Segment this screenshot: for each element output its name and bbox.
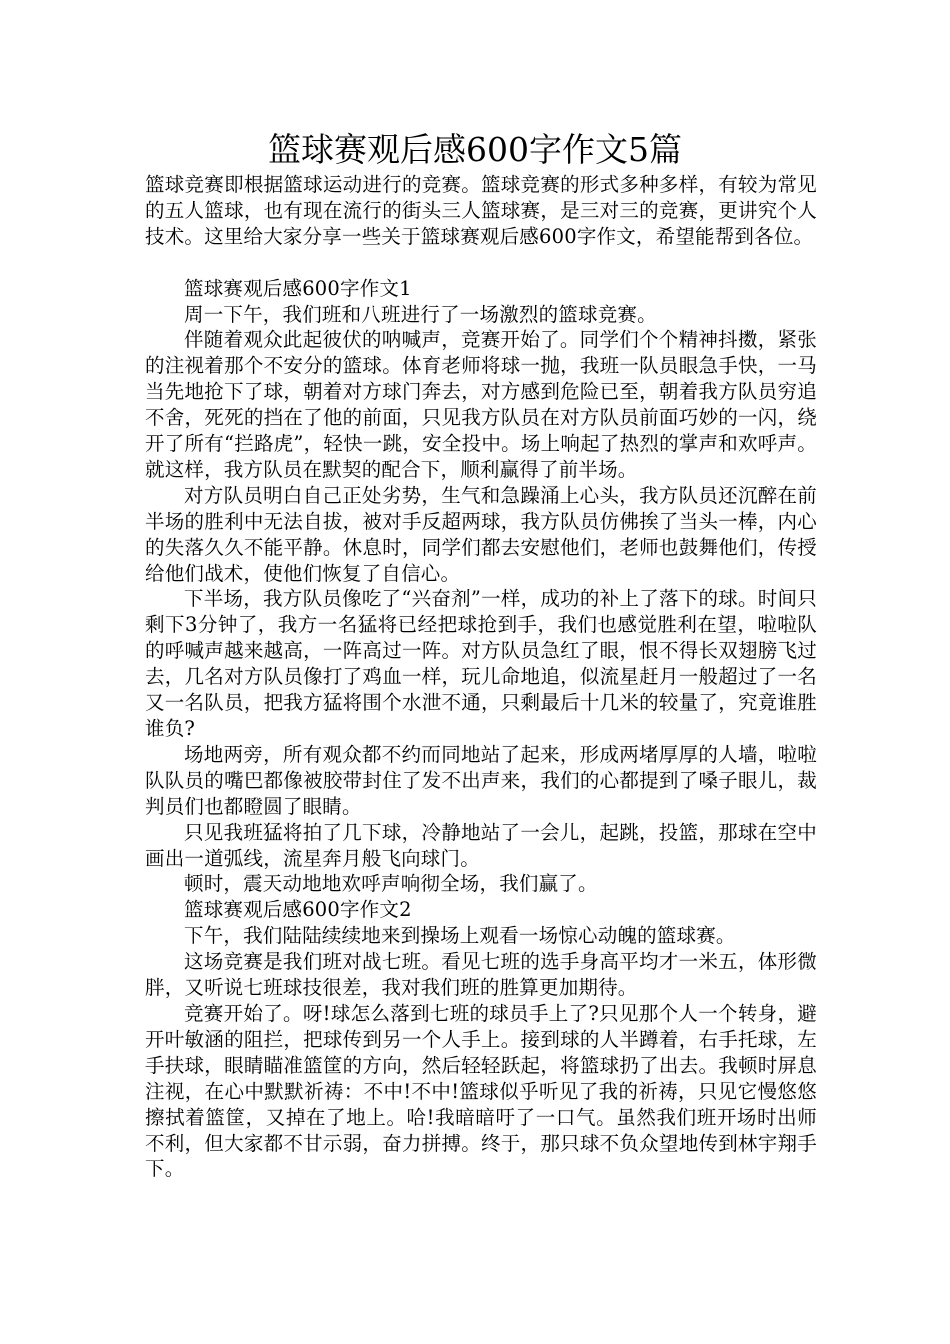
body-paragraph: 竞赛开始了。呀!球怎么落到七班的球员手上了?只见那个人一个转身，避开叶敏涵的阻拦，把球传到另一个人手上。接到球的人半蹲着，右手托球，左手扶球，眼睛瞄准篮筐的方向，然后轻轻跃起，将篮球扔了出去。我顿时屏息注视，在心中默默祈祷：不中!不中!篮球似乎听见了我的祈祷，只见它慢悠悠擦拭着篮筐，又掉在了地上。哈!我暗暗吁了一口气。虽然我们班开场时出师不利，但大家都不甘示弱，奋力拼搏。终于，那只球不负众望地传到林宇翔手下。 (145, 1001, 817, 1181)
body-paragraph: 场地两旁，所有观众都不约而同地站了起来，形成两堵厚厚的人墙，啦啦队队员的嘴巴都像被胶带封住了发不出声来，我们的心都提到了嗓子眼儿，裁判员们也都瞪圆了眼睛。 (145, 742, 817, 818)
body-paragraph: 伴随着观众此起彼伏的呐喊声，竞赛开始了。同学们个个精神抖擞，紧张的注视着那个不安分的篮球。体育老师将球一抛，我班一队员眼急手快，一马当先地抢下了球，朝着对方球门奔去，对方感到危险已至，朝着我方队员穷追不舍，死死的挡在了他的前面，只见我方队员在对方队员前面巧妙的一闪，绕开了所有“拦路虎”，轻快一跳，安全投中。场上响起了热烈的掌声和欢呼声。就这样，我方队员在默契的配合下，顺利赢得了前半场。 (145, 328, 817, 481)
intro-paragraph: 篮球竞赛即根据篮球运动进行的竞赛。篮球竞赛的形式多种多样，有较为常见的五人篮球，也有现在流行的街头三人篮球赛，是三对三的竞赛，更讲究个人技术。这里给大家分享一些关于篮球赛观后感600字作文，希望能帮到各位。 (145, 173, 817, 248)
body-paragraph: 对方队员明白自己正处劣势，生气和急躁涌上心头，我方队员还沉醉在前半场的胜利中无法自拔，被对手反超两球，我方队员仿佛挨了当头一棒，内心的失落久久不能平静。休息时，同学们都去安慰他们，老师也鼓舞他们，传授给他们战术，使他们恢复了自信心。 (145, 483, 817, 585)
section-heading-1: 篮球赛观后感600字作文1 (184, 276, 412, 300)
body-paragraph: 只见我班猛将拍了几下球，冷静地站了一会儿，起跳，投篮，那球在空中画出一道弧线，流星奔月般飞向球门。 (145, 820, 817, 870)
section-heading-2: 篮球赛观后感600字作文2 (184, 898, 412, 922)
body-paragraph: 顿时，震天动地地欢呼声响彻全场，我们赢了。 (184, 872, 598, 896)
body-paragraph: 下午，我们陆陆续续地来到操场上观看一场惊心动魄的篮球赛。 (184, 924, 736, 948)
body-paragraph: 下半场，我方队员像吃了“兴奋剂”一样，成功的补上了落下的球。时间只剩下3分钟了，我方一名猛将已经把球抢到手，我们也感觉胜利在望，啦啦队的呼喊声越来越高，一阵高过一阵。对方队员急红了眼，恨不得长双翅膀飞过去，几名对方队员像打了鸡血一样，玩儿命地追，似流星赶月一般超过了一名又一名队员，把我方猛将围个水泄不通，只剩最后十几米的较量了，究竟谁胜谁负? (145, 587, 817, 741)
document-body (145, 172, 817, 1182)
document-title: 篮球赛观后感600字作文5篇 (268, 130, 682, 169)
blank-line (145, 250, 817, 276)
body-paragraph: 周一下午，我们班和八班进行了一场激烈的篮球竞赛。 (184, 302, 657, 326)
body-paragraph: 这场竞赛是我们班对战七班。看见七班的选手身高平均才一米五，体形微胖，又听说七班球技很差，我对我们班的胜算更加期待。 (145, 950, 817, 1000)
